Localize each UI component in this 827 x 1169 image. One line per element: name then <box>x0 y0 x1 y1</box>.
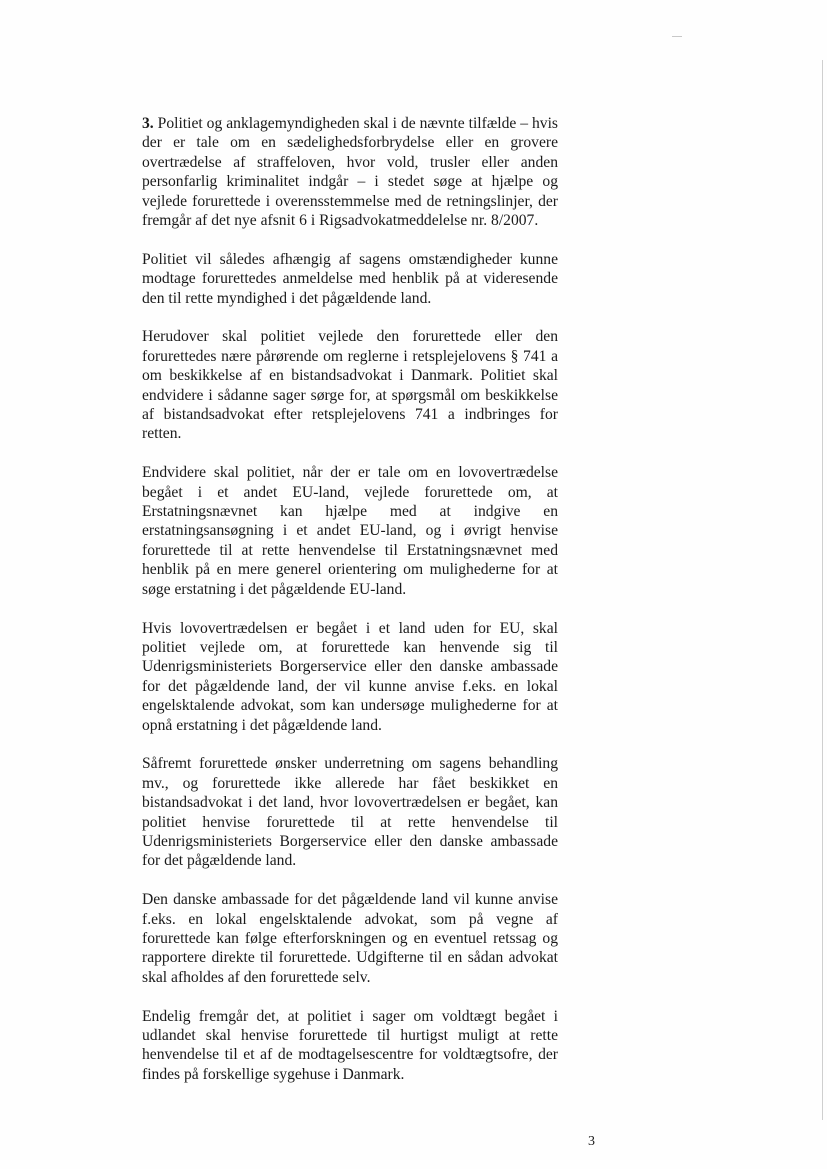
paragraph-text: Herudover skal politiet vejlede den forurettede eller den forurettedes nære pårørende om reglerne i retsplejelovens § 741 a om beskikkelse af en bistandsadvokat i Danmark. Politiet skal endvidere i sådanne sager sørge for, at spørgsmål om beskikkelse af bistandsadvokat efter retsplejelovens 741 a indbringes for retten. <box>142 328 558 443</box>
paragraph-5 <box>142 619 558 735</box>
document-body <box>142 114 558 1104</box>
paragraph-6 <box>142 754 558 870</box>
paragraph-1 <box>142 114 558 230</box>
paragraph-text: Den danske ambassade for det pågældende land vil kunne anvise f.eks. en lokal engelsktalende advokat, som på vegne af forurettede kan følge efterforskningen og en eventuel retssag og rapportere direkte til forurettede. Udgifterne til en sådan advokat skal afholdes af den forurettede selv. <box>142 891 558 986</box>
paragraph-text: Politiet vil således afhængig af sagens omstændigheder kunne modtage forurettedes anmeldelse med henblik på at videresende den til rette myndighed i det pågældende land. <box>142 250 558 307</box>
paragraph-8 <box>142 1007 558 1085</box>
section-number: 3. <box>142 115 154 132</box>
page-number: 3 <box>588 1134 595 1149</box>
paragraph-2 <box>142 250 558 308</box>
paragraph-text: Hvis lovovertrædelsen er begået i et land uden for EU, skal politiet vejlede om, at forurettede kan henvende sig til Udenrigsministeriets Borgerservice eller den danske ambassade for det pågældende land, der vil kunne anvise f.eks. en lokal engelsktalende advokat, som kan undersøge mulighederne for at opnå erstatning i det pågældende land. <box>142 619 558 734</box>
paragraph-text: Endelig fremgår det, at politiet i sager om voldtægt begået i udlandet skal henvise forurettede til hurtigst muligt at rette henvendelse til et af de modtagelsescentre for voldtægtsofre, der findes på forskellige sygehuse i Danmark. <box>142 1007 558 1083</box>
paragraph-text: Endvidere skal politiet, når der er tale om en lovovertrædelse begået i et andet EU-land, vejlede forurettede om, at Erstatningsnævnet kan hjælpe med at indgive en erstatningsansøgning i et andet EU-land, og i øvrigt henvise forurettede til at rette henvendelse til Erstatningsnævnet med henblik på en mere generel orientering om mulighederne for at søge erstatning i det pågældende EU-land. <box>142 464 558 598</box>
paragraph-4 <box>142 463 558 599</box>
paragraph-7 <box>142 890 558 987</box>
page-edge-line <box>822 60 823 1120</box>
scan-mark <box>672 36 682 37</box>
paragraph-3 <box>142 327 558 443</box>
paragraph-text: Såfremt forurettede ønsker underretning om sagens behandling mv., og forurettede ikke allerede har fået beskikket en bistandsadvokat i det land, hvor lovovertrædelsen er begået, kan politiet henvise forurettede til at rette henvendelse til Udenrigsministeriets Borgerservice eller den danske ambassade for det pågældende land. <box>142 755 558 870</box>
paragraph-text: Politiet og anklagemyndigheden skal i de nævnte tilfælde – hvis der er tale om en sædelighedsforbrydelse eller en grovere overtrædelse af straffeloven, hvor vold, trusler eller anden personfarlig kriminalitet indgår – i stedet søge at hjælpe og vejlede forurettede i overensstemmelse med de retningslinjer, der fremgår af det nye afsnit 6 i Rigsadvokatmeddelelse nr. 8/2007. <box>142 115 558 230</box>
